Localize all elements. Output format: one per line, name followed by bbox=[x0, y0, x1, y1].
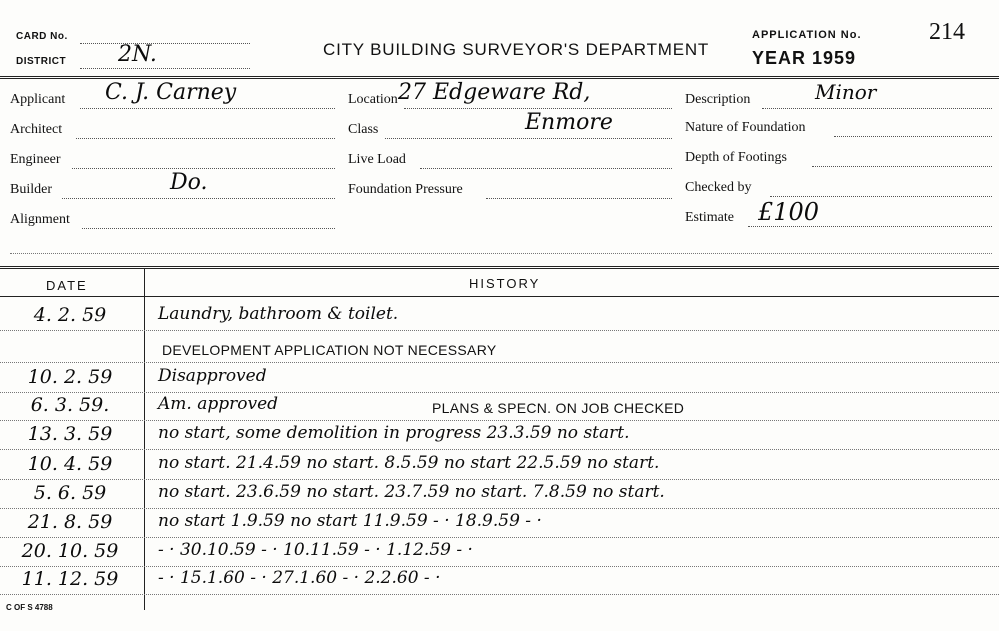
location-label: Location bbox=[348, 92, 398, 107]
date-column-header: DATE bbox=[46, 278, 88, 293]
history-row-stamp: DEVELOPMENT APPLICATION NOT NECESSARY bbox=[162, 342, 497, 358]
history-row-date: 20. 10. 59 bbox=[21, 540, 119, 562]
applicant-value: C. J. Carney bbox=[105, 80, 237, 105]
history-row-rule bbox=[0, 566, 999, 567]
district-label: DISTRICT bbox=[16, 56, 67, 67]
class-label: Class bbox=[348, 122, 379, 137]
card-no-label: CARD No. bbox=[16, 31, 68, 42]
application-no-label: APPLICATION No. bbox=[752, 29, 862, 41]
history-top-border bbox=[0, 266, 999, 269]
estimate-value: £100 bbox=[758, 198, 820, 226]
form-code: C OF S 4788 bbox=[6, 603, 53, 612]
history-row-rule bbox=[0, 362, 999, 363]
checked-by-label: Checked by bbox=[685, 180, 752, 195]
applicant-line bbox=[80, 108, 335, 109]
history-row-text: no start. 23.6.59 no start. 23.7.59 no start. 7.8.59 no start. bbox=[158, 482, 665, 502]
history-row-text: Am. approved bbox=[158, 394, 279, 414]
architect-line bbox=[76, 138, 335, 139]
history-row-rule bbox=[0, 392, 999, 393]
history-row-rule bbox=[0, 330, 999, 331]
history-row-date: 13. 3. 59 bbox=[27, 423, 113, 445]
history-row-rule bbox=[0, 420, 999, 421]
history-row-date: 6. 3. 59. bbox=[30, 394, 110, 416]
application-number: 214 bbox=[929, 19, 965, 45]
history-row-date: 5. 6. 59 bbox=[33, 482, 107, 504]
engineer-label: Engineer bbox=[10, 152, 61, 167]
history-row-text: no start. 21.4.59 no start. 8.5.59 no start 22.5.59 no start. bbox=[158, 453, 660, 473]
depth-of-footings-line bbox=[812, 166, 992, 167]
location-line bbox=[404, 108, 672, 109]
history-row-date: 11. 12. 59 bbox=[21, 568, 119, 590]
history-row-text: Laundry, bathroom & toilet. bbox=[158, 304, 399, 324]
history-row-date: 10. 2. 59 bbox=[27, 366, 113, 388]
class-line bbox=[385, 138, 672, 139]
year-label: YEAR 1959 bbox=[752, 48, 857, 68]
builder-label: Builder bbox=[10, 182, 52, 197]
history-row-text: no start 1.9.59 no start 11.9.59 - · 18.9.59 - · bbox=[158, 511, 542, 531]
builder-line bbox=[62, 198, 335, 199]
class-value: Enmore bbox=[525, 110, 613, 135]
history-row-text: - · 30.10.59 - · 10.11.59 - · 1.12.59 - · bbox=[158, 540, 473, 560]
history-row-text: - · 15.1.60 - · 27.1.60 - · 2.2.60 - · bbox=[158, 568, 441, 588]
estimate-label: Estimate bbox=[685, 210, 734, 225]
history-row-rule bbox=[0, 449, 999, 450]
district-line bbox=[80, 68, 250, 69]
description-line bbox=[762, 108, 992, 109]
engineer-line bbox=[72, 168, 335, 169]
description-label: Description bbox=[685, 92, 751, 107]
foundation-pressure-line bbox=[486, 198, 672, 199]
history-row-date: 21. 8. 59 bbox=[27, 511, 113, 533]
live-load-line bbox=[420, 168, 672, 169]
alignment-label: Alignment bbox=[10, 212, 70, 227]
history-row-rule bbox=[0, 479, 999, 480]
location-value: 27 Edgeware Rd, bbox=[398, 80, 591, 105]
live-load-label: Live Load bbox=[348, 152, 406, 167]
nature-of-foundation-line bbox=[834, 136, 992, 137]
applicant-label: Applicant bbox=[10, 92, 66, 107]
builder-value: Do. bbox=[170, 170, 208, 195]
depth-of-footings-label: Depth of Footings bbox=[685, 150, 787, 165]
department-title: CITY BUILDING SURVEYOR'S DEPARTMENT bbox=[323, 40, 710, 59]
history-row-stamp: PLANS & SPECN. ON JOB CHECKED bbox=[432, 400, 685, 416]
date-column-divider bbox=[144, 268, 145, 610]
card-no-line bbox=[80, 43, 250, 44]
history-row-rule bbox=[0, 508, 999, 509]
header-divider bbox=[0, 76, 999, 79]
foundation-pressure-label: Foundation Pressure bbox=[348, 182, 463, 197]
history-column-header: HISTORY bbox=[469, 276, 541, 291]
history-row-text: Disapproved bbox=[158, 366, 267, 386]
estimate-line bbox=[748, 226, 992, 227]
history-row-text: no start, some demolition in progress 23.3.59 no start. bbox=[158, 423, 630, 443]
details-bottom-rule bbox=[10, 253, 992, 254]
history-row-rule bbox=[0, 537, 999, 538]
district-value: 2N. bbox=[118, 42, 157, 67]
alignment-line bbox=[82, 228, 335, 229]
checked-by-line bbox=[770, 196, 992, 197]
history-row-date: 10. 4. 59 bbox=[27, 453, 113, 475]
history-row-rule bbox=[0, 594, 999, 595]
history-row-date: 4. 2. 59 bbox=[33, 304, 107, 326]
architect-label: Architect bbox=[10, 122, 63, 137]
history-header-rule bbox=[0, 296, 999, 297]
nature-of-foundation-label: Nature of Foundation bbox=[685, 120, 806, 135]
description-value: Minor bbox=[815, 80, 877, 104]
